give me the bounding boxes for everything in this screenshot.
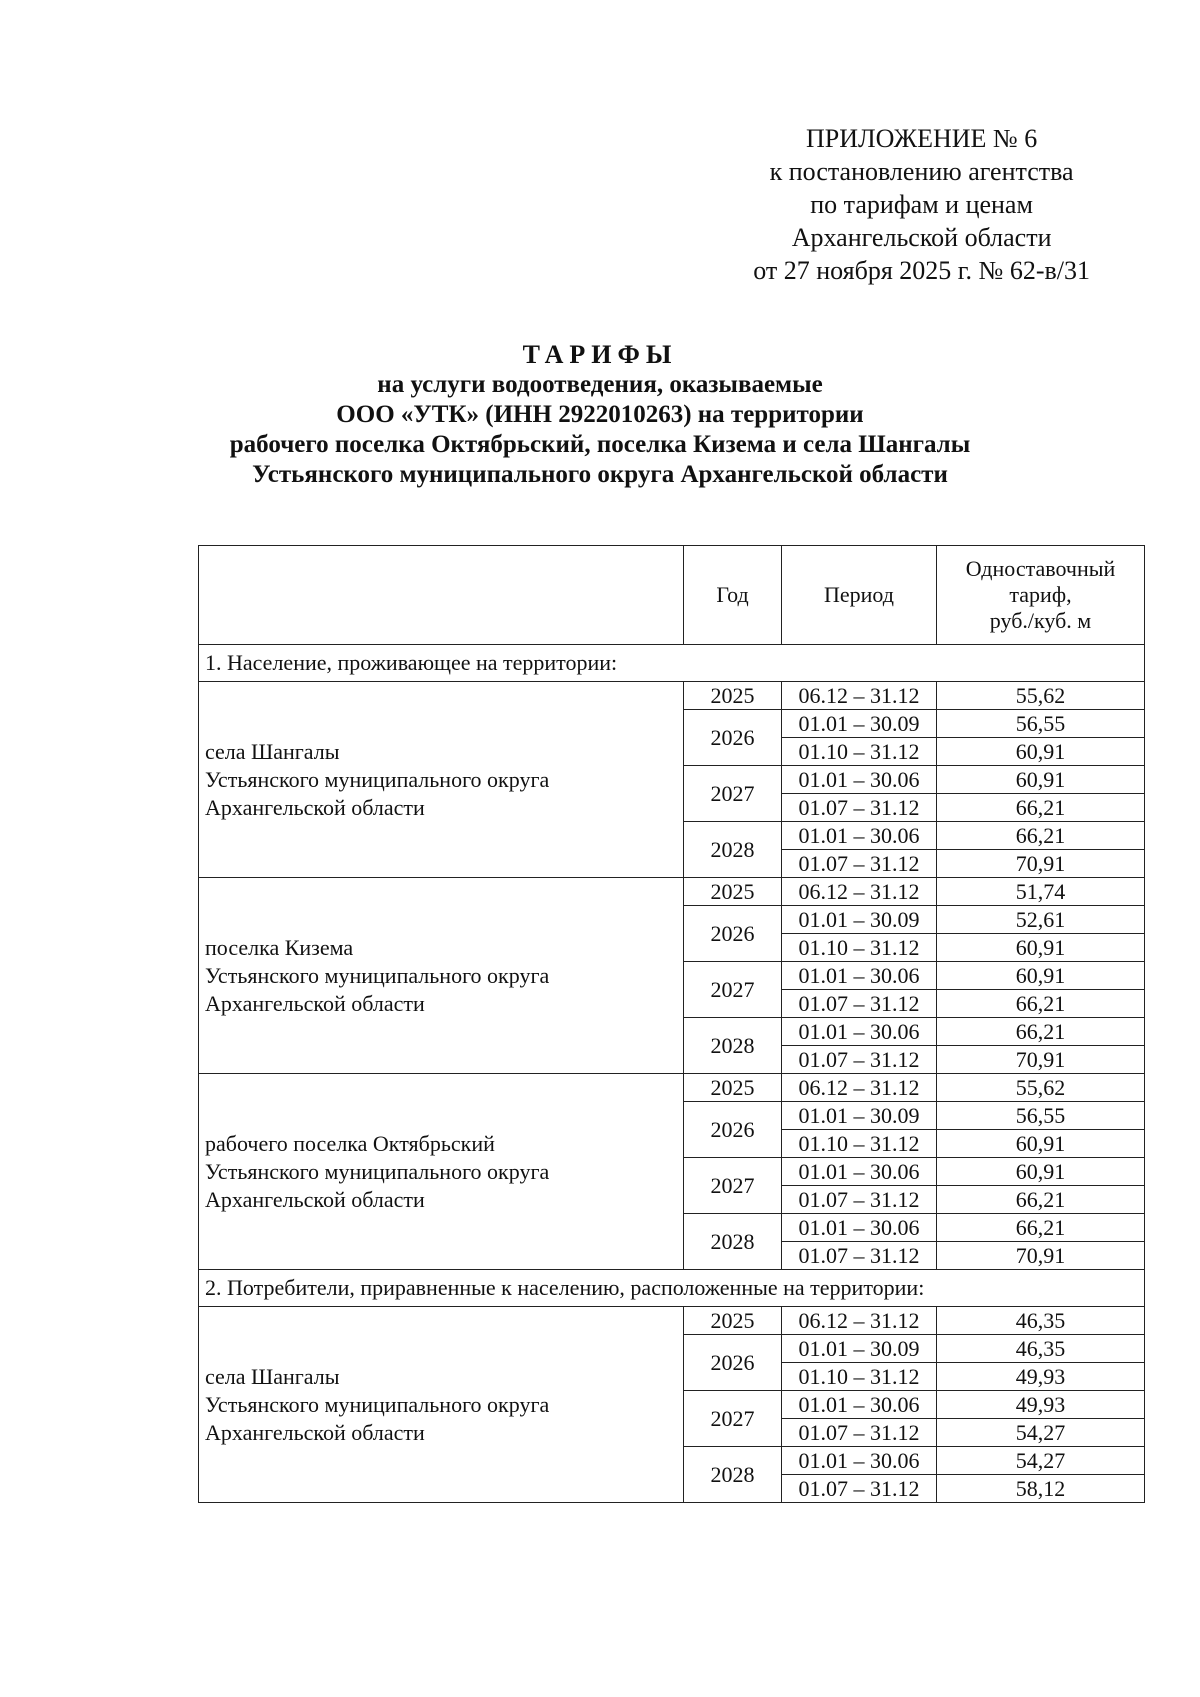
tariff-cell: 66,21	[937, 1214, 1145, 1242]
period-cell: 01.07 – 31.12	[782, 1419, 937, 1447]
period-cell: 06.12 – 31.12	[782, 1074, 937, 1102]
year-cell: 2025	[684, 682, 782, 710]
period-cell: 01.01 – 30.09	[782, 906, 937, 934]
location-cell	[199, 682, 684, 878]
tariff-cell: 70,91	[937, 1046, 1145, 1074]
year-cell: 2027	[684, 1158, 782, 1214]
document-title	[0, 340, 1200, 490]
tariff-cell: 60,91	[937, 1130, 1145, 1158]
tariff-cell: 60,91	[937, 962, 1145, 990]
period-cell: 01.01 – 30.06	[782, 1158, 937, 1186]
period-cell: 01.01 – 30.09	[782, 1102, 937, 1130]
period-cell: 01.01 – 30.09	[782, 1335, 937, 1363]
location-line: Архангельской области	[205, 1419, 425, 1445]
title-line: рабочего поселка Октябрьский, поселка Кизема и села Шангалы	[229, 431, 971, 458]
tariff-cell: 55,62	[937, 682, 1145, 710]
appendix-line: ПРИЛОЖЕНИЕ № 6	[806, 124, 1038, 153]
period-cell: 01.01 – 30.06	[782, 766, 937, 794]
tariff-cell: 46,35	[937, 1307, 1145, 1335]
tariff-cell: 66,21	[937, 822, 1145, 850]
tariff-cell: 60,91	[937, 766, 1145, 794]
location-cell	[199, 1074, 684, 1270]
section-heading: 1. Население, проживающее на территории:	[199, 645, 1145, 682]
tariffs-table	[198, 545, 1145, 1503]
location-line: Устьянского муниципального округа	[205, 766, 550, 792]
appendix-line: по тарифам и ценам	[810, 190, 1033, 219]
title-line: на услуги водоотведения, оказываемые	[377, 371, 823, 398]
period-cell: 01.01 – 30.06	[782, 822, 937, 850]
tariff-cell: 56,55	[937, 1102, 1145, 1130]
location-cell	[199, 878, 684, 1074]
period-cell: 01.01 – 30.06	[782, 1214, 937, 1242]
location-line: рабочего поселка Октябрьский	[205, 1130, 495, 1156]
location-line: Архангельской области	[205, 990, 425, 1016]
year-cell: 2026	[684, 710, 782, 766]
table-row	[199, 1307, 1145, 1335]
period-cell: 01.10 – 31.12	[782, 1130, 937, 1158]
period-cell: 01.07 – 31.12	[782, 1242, 937, 1270]
table-header-row	[199, 546, 1145, 645]
period-cell: 01.07 – 31.12	[782, 794, 937, 822]
period-cell: 06.12 – 31.12	[782, 878, 937, 906]
section-heading: 2. Потребители, приравненные к населению, расположенные на территории:	[199, 1270, 1145, 1307]
header-period: Период	[782, 546, 937, 645]
table-row	[199, 1074, 1145, 1102]
tariff-cell: 56,55	[937, 710, 1145, 738]
tariff-cell: 70,91	[937, 850, 1145, 878]
period-cell: 01.07 – 31.12	[782, 1046, 937, 1074]
year-cell: 2028	[684, 822, 782, 878]
year-cell: 2027	[684, 962, 782, 1018]
period-cell: 01.10 – 31.12	[782, 1363, 937, 1391]
year-cell: 2028	[684, 1214, 782, 1270]
year-cell: 2028	[684, 1447, 782, 1503]
tariff-cell: 60,91	[937, 934, 1145, 962]
table-row	[199, 878, 1145, 906]
header-year: Год	[684, 546, 782, 645]
header-blank	[199, 546, 684, 645]
table-body	[199, 645, 1145, 1503]
period-cell: 01.07 – 31.12	[782, 850, 937, 878]
year-cell: 2025	[684, 1074, 782, 1102]
appendix-line: к постановлению агентства	[769, 157, 1074, 186]
period-cell: 06.12 – 31.12	[782, 1307, 937, 1335]
tariff-cell: 58,12	[937, 1475, 1145, 1503]
period-cell: 06.12 – 31.12	[782, 682, 937, 710]
title-line: Устьянского муниципального округа Архангельской области	[252, 461, 948, 488]
tariff-cell: 52,61	[937, 906, 1145, 934]
tariff-cell: 51,74	[937, 878, 1145, 906]
appendix-header	[753, 122, 1090, 287]
header-tariff-line: руб./куб. м	[989, 608, 1092, 633]
period-cell: 01.01 – 30.06	[782, 962, 937, 990]
tariff-cell: 66,21	[937, 794, 1145, 822]
location-line: поселка Кизема	[205, 934, 354, 960]
tariff-cell: 54,27	[937, 1447, 1145, 1475]
section-row	[199, 645, 1145, 682]
location-line: Архангельской области	[205, 794, 425, 820]
tariff-cell: 66,21	[937, 1186, 1145, 1214]
year-cell: 2026	[684, 1102, 782, 1158]
tariff-cell: 66,21	[937, 1018, 1145, 1046]
location-line: Устьянского муниципального округа	[205, 1158, 550, 1184]
period-cell: 01.01 – 30.06	[782, 1018, 937, 1046]
main-title: ТАРИФЫ	[522, 340, 678, 369]
header-tariff-line: тариф,	[1009, 582, 1072, 607]
appendix-line: Архангельской области	[791, 223, 1052, 252]
tariff-cell: 49,93	[937, 1391, 1145, 1419]
year-cell: 2025	[684, 1307, 782, 1335]
period-cell: 01.01 – 30.06	[782, 1447, 937, 1475]
location-line: Архангельской области	[205, 1186, 425, 1212]
period-cell: 01.07 – 31.12	[782, 1186, 937, 1214]
period-cell: 01.10 – 31.12	[782, 738, 937, 766]
period-cell: 01.07 – 31.12	[782, 1475, 937, 1503]
tariff-cell: 66,21	[937, 990, 1145, 1018]
year-cell: 2028	[684, 1018, 782, 1074]
location-cell	[199, 1307, 684, 1503]
year-cell: 2025	[684, 878, 782, 906]
tariff-cell: 55,62	[937, 1074, 1145, 1102]
tariff-cell: 54,27	[937, 1419, 1145, 1447]
location-line: села Шангалы	[205, 738, 340, 764]
section-row	[199, 1270, 1145, 1307]
year-cell: 2026	[684, 1335, 782, 1391]
table-row	[199, 682, 1145, 710]
tariff-cell: 60,91	[937, 1158, 1145, 1186]
appendix-line: от 27 ноября 2025 г. № 62-в/31	[753, 256, 1090, 285]
title-line: ООО «УТК» (ИНН 2922010263) на территории	[336, 401, 864, 428]
year-cell: 2027	[684, 1391, 782, 1447]
tariff-cell: 60,91	[937, 738, 1145, 766]
year-cell: 2027	[684, 766, 782, 822]
header-tariff	[937, 546, 1145, 645]
tariff-cell: 70,91	[937, 1242, 1145, 1270]
period-cell: 01.01 – 30.06	[782, 1391, 937, 1419]
period-cell: 01.07 – 31.12	[782, 990, 937, 1018]
tariff-cell: 49,93	[937, 1363, 1145, 1391]
header-tariff-line: Одноставочный	[965, 556, 1116, 581]
period-cell: 01.01 – 30.09	[782, 710, 937, 738]
location-line: Устьянского муниципального округа	[205, 962, 550, 988]
location-line: Устьянского муниципального округа	[205, 1391, 550, 1417]
location-line: села Шангалы	[205, 1363, 340, 1389]
tariff-cell: 46,35	[937, 1335, 1145, 1363]
year-cell: 2026	[684, 906, 782, 962]
period-cell: 01.10 – 31.12	[782, 934, 937, 962]
